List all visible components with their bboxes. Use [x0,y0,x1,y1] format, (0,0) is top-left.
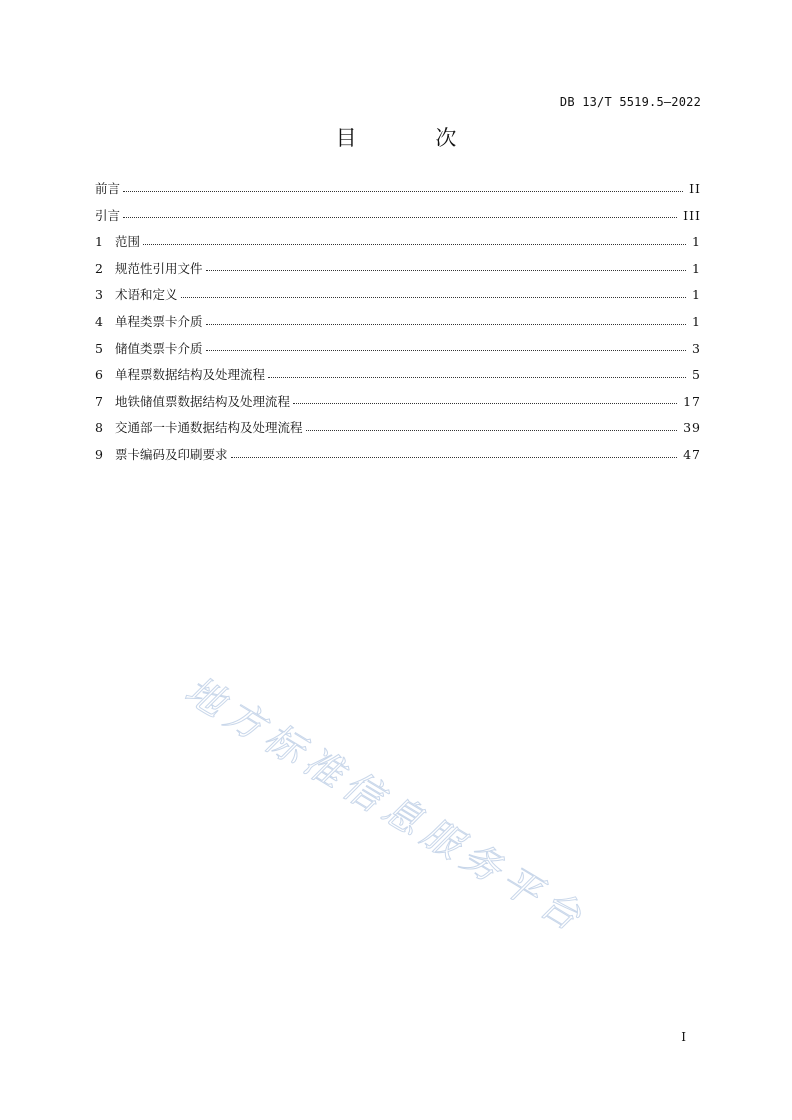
toc-entry-encoding-printing[interactable] [95,442,701,469]
toc-entry-introduction[interactable] [95,203,701,230]
toc-leader-dots [306,429,678,431]
toc-entry-transport-card-data[interactable] [95,415,701,442]
toc-entry-page: 3 [692,340,701,356]
toc-entry-page: 1 [692,287,701,303]
toc-entry-metro-stored-value-data[interactable] [95,389,701,416]
toc-entry-number: 5 [95,340,103,356]
toc-entry-page: III [683,207,701,223]
toc-leader-dots [181,296,687,298]
toc-entry-foreword[interactable] [95,176,701,203]
toc-entry-page: 1 [692,260,701,276]
toc-leader-dots [206,349,687,351]
toc-entry-page: 1 [692,234,701,250]
toc-entry-number: 2 [95,260,103,276]
toc-entry-single-ticket-data[interactable] [95,362,701,389]
toc-entry-terms[interactable] [95,282,701,309]
toc-leader-dots [206,269,687,271]
toc-entry-page: 17 [683,393,701,409]
toc-entry-label: 前言 [95,181,121,196]
toc-entry-label: 储值类票卡介质 [115,340,203,356]
toc-leader-dots [123,190,683,192]
toc-entry-label: 规范性引用文件 [115,260,203,276]
toc-entry-label: 单程票数据结构及处理流程 [115,367,266,383]
toc-entry-number: 8 [95,420,103,436]
toc-leader-dots [143,243,686,245]
toc-entry-label: 范围 [115,234,141,250]
toc-entry-label: 引言 [95,207,121,223]
toc-entry-page: 1 [692,313,701,329]
toc-leader-dots [293,402,677,404]
toc-entry-label: 地铁储值票数据结构及处理流程 [115,393,291,409]
toc-leader-dots [231,456,678,458]
toc-entry-number: 7 [95,393,103,409]
toc-entry-label: 术语和定义 [115,287,178,303]
toc-entry-page: 39 [683,420,701,436]
toc-entry-number: 4 [95,313,103,329]
toc-entry-number: 1 [95,234,103,250]
toc-leader-dots [268,376,686,378]
toc-entry-page: 47 [683,446,701,462]
toc-entry-stored-value-media[interactable] [95,336,701,363]
toc-entry-label: 交通部一卡通数据结构及处理流程 [115,420,303,436]
standard-code: DB 13/T 5519.5—2022 [559,95,701,109]
toc-entry-scope[interactable] [95,229,701,256]
watermark: 地方标准信息服务平台 [177,667,595,943]
toc-entry-page: II [689,181,701,196]
toc-entry-number: 3 [95,287,103,303]
toc-entry-normative-references[interactable] [95,256,701,283]
toc-entry-single-ticket-media[interactable] [95,309,701,336]
toc-leader-dots [206,323,687,325]
page-number: I [681,1030,686,1044]
toc-entry-label: 单程类票卡介质 [115,313,203,329]
toc-entry-label: 票卡编码及印刷要求 [115,446,228,462]
page-title: 目 次 [335,126,493,150]
toc-leader-dots [123,216,677,218]
table-of-contents [95,176,701,469]
toc-entry-page: 5 [692,367,701,383]
toc-entry-number: 9 [95,446,103,462]
toc-entry-number: 6 [95,367,103,383]
